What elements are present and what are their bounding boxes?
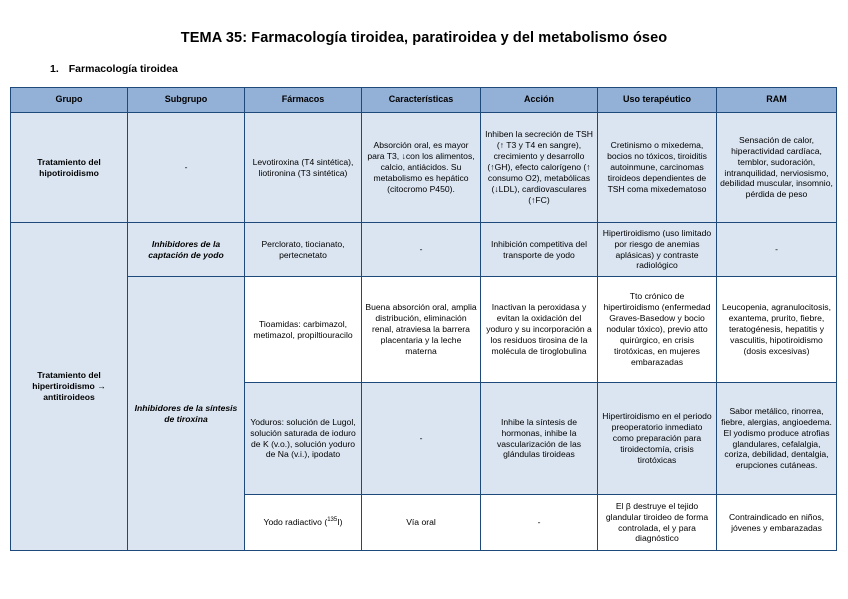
cell-uso: Hipertiroidismo en el periodo preoperatorio inmediato como preparación para tiroidectomía, crisis tirotóxicas xyxy=(598,383,717,495)
table-row xyxy=(11,113,837,223)
cell-grupo-hipertiroidismo: Tratamiento del hipertiroidismo → antitiroideos xyxy=(11,223,128,551)
cell-ram: Contraindicado en niños, jóvenes y embarazadas xyxy=(717,495,837,551)
cell-accion: Inhibición competitiva del transporte de yodo xyxy=(481,223,598,277)
cell-farmacos: Levotiroxina (T4 sintética), liotironina (T3 sintética) xyxy=(245,113,362,223)
cell-farmacos: Yoduros: solución de Lugol, solución saturada de ioduro de K (v.o.), solución yoduro de Na (v.i.), ipodato xyxy=(245,383,362,495)
cell-accion: Inactivan la peroxidasa y evitan la oxidación del yoduro y su incorporación a los residuos tirosina de la molécula de tiroglobulina xyxy=(481,277,598,383)
cell-ram: Sensación de calor, hiperactividad cardíaca, temblor, sudoración, intranquilidad, nerviosismo, debilidad muscular, insomnio, pérdida de peso xyxy=(717,113,837,223)
cell-farmacos: Perclorato, tiocianato, pertecnetato xyxy=(245,223,362,277)
pharmacology-table xyxy=(10,87,837,551)
cell-uso: Tto crónico de hipertiroidismo (enfermedad Graves-Basedow y bocio nodular tóxico), previo atto quirúrgico, en crisis tirotóxicas, en mujeres embarazadas xyxy=(598,277,717,383)
cell-subgrupo-sintesis: Inhibidores de la síntesis de tiroxina xyxy=(128,277,245,551)
table-row xyxy=(11,223,837,277)
cell-caracteristicas: Buena absorción oral, amplia distribución, eliminación renal, atraviesa la barrera placentaria y la leche materna xyxy=(362,277,481,383)
cell-caracteristicas: - xyxy=(362,383,481,495)
section-number: 1. xyxy=(50,63,59,75)
header-grupo: Grupo xyxy=(11,88,128,113)
table-row xyxy=(11,277,837,383)
cell-ram: - xyxy=(717,223,837,277)
cell-subgrupo: - xyxy=(128,113,245,223)
header-uso-terapeutico: Uso terapéutico xyxy=(598,88,717,113)
cell-caracteristicas: - xyxy=(362,223,481,277)
cell-accion: Inhibe la síntesis de hormonas, inhibe la vascularización de las glándulas tiroideas xyxy=(481,383,598,495)
cell-caracteristicas: Vía oral xyxy=(362,495,481,551)
section-heading xyxy=(50,63,178,75)
cell-accion: - xyxy=(481,495,598,551)
cell-subgrupo-captacion: Inhibidores de la captación de yodo xyxy=(128,223,245,277)
cell-ram: Leucopenia, agranulocitosis, exantema, prurito, fiebre, teratogénesis, hepatitis y vasculitis, hipotiroidismo (dosis excesivas) xyxy=(717,277,837,383)
section-label: Farmacología tiroidea xyxy=(68,63,178,75)
radio-text-b: I) xyxy=(337,517,343,528)
isotope-number: 135 xyxy=(327,517,338,524)
cell-grupo-hipotiroidismo: Tratamiento del hipotiroidismo xyxy=(11,113,128,223)
header-ram: RAM xyxy=(717,88,837,113)
header-caracteristicas: Características xyxy=(362,88,481,113)
page-title: TEMA 35: Farmacología tiroidea, paratiroidea y del metabolismo óseo xyxy=(180,30,668,46)
cell-ram: Sabor metálico, rinorrea, fiebre, alergias, angioedema. El yodismo produce atrofias glandulares, cefalalgia, coriza, debilidad, dentalgia, erupciones cutáneas. xyxy=(717,383,837,495)
header-farmacos: Fármacos xyxy=(245,88,362,113)
cell-caracteristicas: Absorción oral, es mayor para T3, ↓con los alimentos, calcio, antiácidos. Su metabolismo es hepático (citocromo P450). xyxy=(362,113,481,223)
cell-farmacos xyxy=(245,495,362,551)
header-accion: Acción xyxy=(481,88,598,113)
cell-farmacos: Tioamidas: carbimazol, metimazol, propiltiouracilo xyxy=(245,277,362,383)
radio-text-a: Yodo radiactivo ( xyxy=(263,517,328,528)
table-header-row xyxy=(11,88,837,113)
cell-uso: El β destruye el tejido glandular tiroideo de forma controlada, el y para diagnóstico xyxy=(598,495,717,551)
header-subgrupo: Subgrupo xyxy=(128,88,245,113)
cell-accion: Inhiben la secreción de TSH (↑ T3 y T4 en sangre), crecimiento y desarrollo (↑GH), efecto calorígeno (↑ consumo O2), metabólicas (↓LDL), cardiovasculares (↑FC) xyxy=(481,113,598,223)
cell-uso: Cretinismo o mixedema, bocios no tóxicos, tiroiditis autoinmune, carcinomas tiroideos dependientes de TSH coma mixedematoso xyxy=(598,113,717,223)
cell-uso: Hipertiroidismo (uso limitado por riesgo de anemias aplásicas) y contraste radiológico xyxy=(598,223,717,277)
